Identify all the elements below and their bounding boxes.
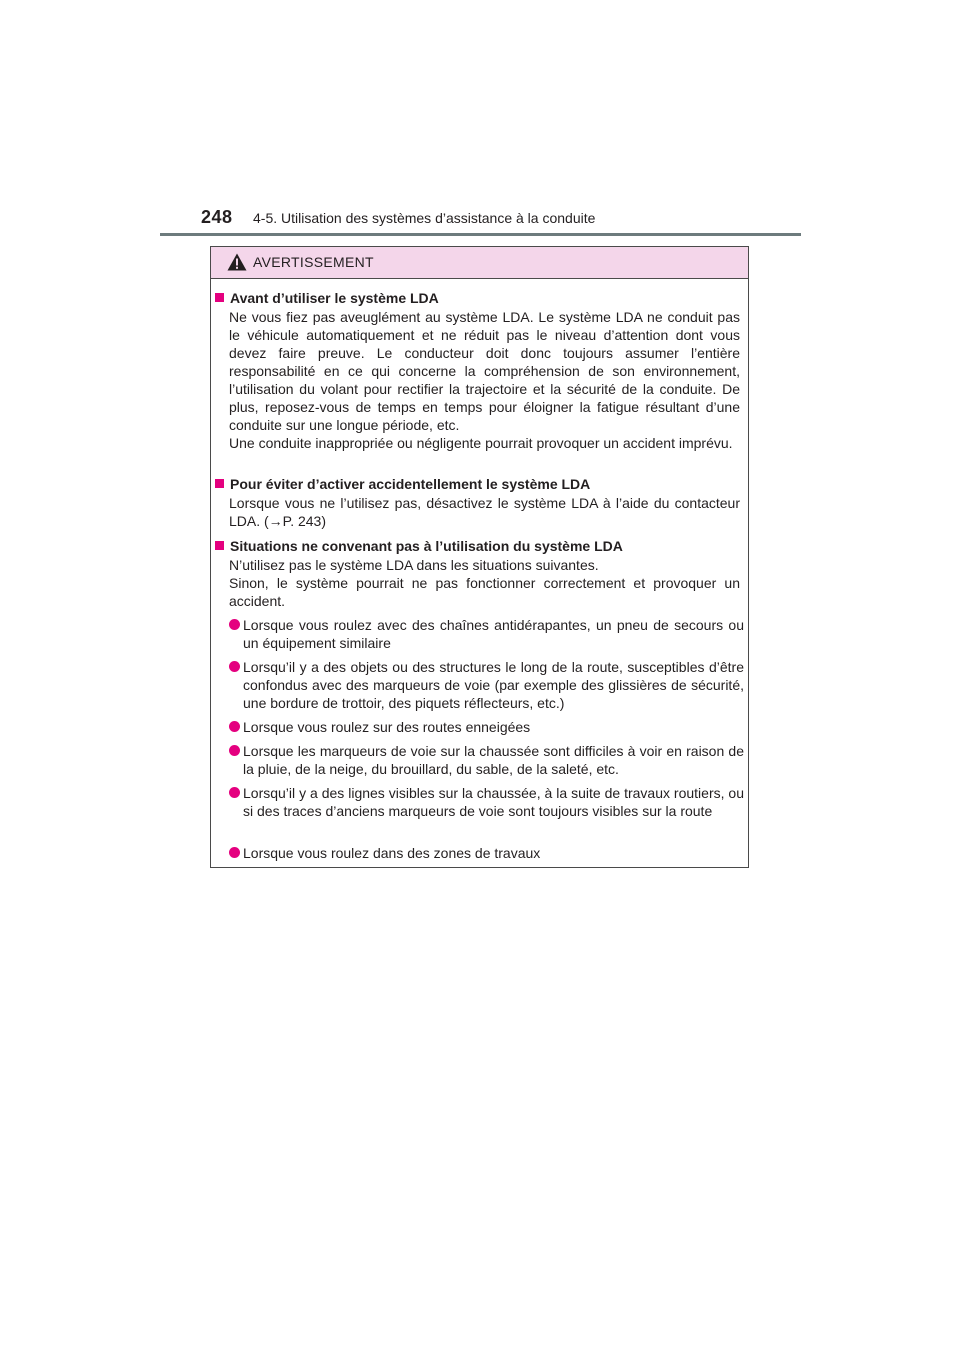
- paragraph: Ne vous fiez pas aveuglément au système LDA. Le système LDA ne conduit pas le véhicule automatiquement et ne réduit pas le niveau d’attention dont vous devez faire preuve. Le conducteur doit donc toujours assumer l’entière responsabilité en ce qui concerne la compréhension de son environnement, l’utilisation du volant pour rectifier la trajectoire et la sécurité de la conduite. De plus, reposez-vous de temps en temps pour éloigner la fatigue résultant d’une conduite sur une longue période, etc.: [229, 309, 740, 433]
- warning-box: AVERTISSEMENT Avant d’utiliser le système LDA Ne vous fiez pas aveuglément au système LDA. Le système LDA ne conduit pas le véhicule automatiquement et ne réduit pas le niveau d’attention dont vous devez faire preuve. Le conducteur doit donc toujours assumer l’entière responsabilité en ce qui concerne la compréhension de son environnement, l’utilisation du volant pour rectifier la trajectoire et la sécurité de la conduite. De plus, reposez-vous de temps en temps pour éloigner la fatigue résultant d’une conduite sur une longue période, etc. Une conduite inappropriée ou négligente pourrait provoquer un accident imprévu. Pour éviter d’activer accidentellement le système LDA Lorsque vous ne l’utilisez pas, désactivez le système LDA à l’aide du contacteur LDA. (→P. 243) Situations ne convenant pas à l’utilisation du système LDA N’utilisez pas le système LDA dans les situations suivantes. Sinon, le système pourrait ne pas fonctionner correctement et provoquer un accident. Lorsque vous roulez avec des chaînes antidérapantes, un pneu de secours ou un équipement similaire Lorsqu’il y a des objets ou des structures le long de la route, susceptibles d’être confondus avec des marqueurs de voie (par exemple des glissières de sécurité, une bordure de trottoir, des piquets réflecteurs, etc.) Lorsque vous roulez sur des routes enneigées Lorsque les marqueurs de voie sur la chaussée sont difficiles à voir en raison de la pluie, de la neige, du brouillard, du sable, de la saleté, etc. Lorsqu’il y a des lignes visibles sur la chaussée, à la suite de travaux routiers, ou si des traces d’anciens marqueurs de voie sont toujours visibles sur la route Lorsque vous roulez dans des zones de travaux: [210, 246, 749, 868]
- magenta-dot-icon: [229, 745, 240, 756]
- warning-header: [211, 247, 748, 279]
- page-number: 248: [201, 207, 233, 227]
- page-header: [160, 207, 801, 237]
- warning-label: AVERTISSEMENT: [253, 254, 374, 270]
- magenta-square-icon: [215, 541, 224, 550]
- paragraph: Une conduite inappropriée ou négligente pourrait provoquer un accident imprévu.: [229, 435, 733, 451]
- paragraph: N’utilisez pas le système LDA dans les situations suivantes.: [229, 557, 599, 573]
- section-title: Avant d’utiliser le système LDA: [215, 290, 439, 306]
- magenta-square-icon: [215, 479, 224, 488]
- magenta-dot-icon: [229, 847, 240, 858]
- paragraph: Sinon, le système pourrait ne pas fonctionner correctement et provoquer un accident.: [229, 575, 740, 609]
- magenta-square-icon: [215, 293, 224, 302]
- magenta-dot-icon: [229, 619, 240, 630]
- paragraph: Lorsque vous ne l’utilisez pas, désactivez le système LDA à l’aide du contacteur LDA. (→P. 243): [229, 495, 740, 529]
- chapter-title: 4-5. Utilisation des systèmes d’assistance à la conduite: [253, 210, 596, 226]
- section-title: Situations ne convenant pas à l’utilisation du système LDA: [215, 538, 623, 554]
- warning-triangle-icon: [227, 253, 247, 271]
- magenta-dot-icon: [229, 721, 240, 732]
- magenta-dot-icon: [229, 661, 240, 672]
- section-title: Pour éviter d’activer accidentellement le système LDA: [215, 476, 590, 492]
- header-rule: [160, 233, 801, 236]
- magenta-dot-icon: [229, 787, 240, 798]
